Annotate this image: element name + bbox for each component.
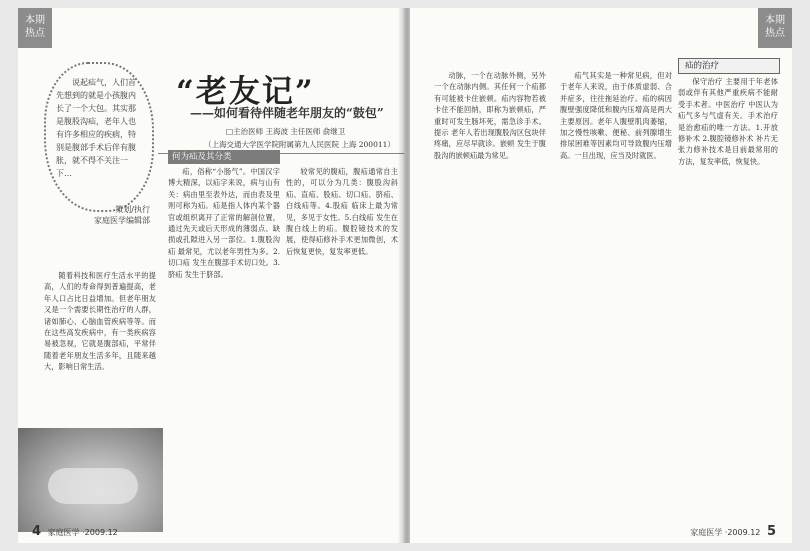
section-heading: 疝的治疗	[678, 58, 780, 74]
right-page	[410, 8, 792, 543]
left-column-1: 随着科技和医疗生活水平的提高，人们的寿命得到普遍提高，老年人口占比日益增加。但老年朋友又是一个需要长期性治疗的人群，诸如肺心、心脑血管疾病等等。而在这些高发疾病中，有一类疾病容易被忽视，它就是腹部疝，平常伴随着老年朋友生活多年，且随来越大，影响日常生活。	[44, 271, 156, 372]
author-affiliation: （上海交通大学医学院附属第九人民医院 上海 200011）	[204, 140, 395, 149]
article-subtitle: ——如何看待伴随老年朋友的“鼓包”	[190, 106, 384, 120]
right-column-2: 疝气其实是一种常见病，但对于老年人来说，由于体质虚弱、合并症多，往往拖延治疗。疝的病因 腹壁强度降低和腹内压增高是两大主要原因。老年人腹壁肌肉萎缩，加之慢性咳嗽、便秘、前列腺增生排尿困难等因素均可导致腹内压增高。一旦出现，应当及时就医。	[560, 71, 672, 160]
right-column-1: 动脉，一个在动脉外侧，另外一个在动脉内侧。其任何一个疝都有可能被卡住嵌顿。疝内容物若被卡住不能回纳，即称为嵌顿疝，严重时可发生肠坏死，需急诊手术。提示 老年人若出现腹股沟区包块伴疼痛，应尽早就诊。嵌顿 发生于腹股沟的嵌顿疝最为常见。	[434, 71, 546, 160]
left-column-3: 较常见的腹疝，腹疝通常自主性的，可以分为几类：腹股沟斜疝、直疝、股疝、切口疝、脐疝、白线疝等。4.股疝 临床上最为常见，多见于女性。5.白线疝 发生在腹白线上的疝。腹腔镜技术的发展，使得疝修补手术更加微创，术后恢复更快，复发率更低。	[286, 167, 398, 256]
footer-text: 家庭医学 ·2009.12	[690, 528, 761, 537]
quote-signature: 策划/执行 家庭医学编辑部	[94, 205, 150, 225]
intro-quote: 说起疝气，人们首先想到的就是小孩腹内长了一个大包。其实那是腹股沟疝，老年人也有许多相应的疾病，特别是腹部手术后伴有腹胀，就不得不关注一下…	[44, 62, 154, 212]
page-number: 5	[766, 524, 776, 539]
footer-text: 家庭医学 ·2009.12	[47, 528, 118, 537]
right-column-3: 保守治疗 主要用于年老体弱或伴有其他严重疾病不能耐受手术者。中医治疗 中医认为疝气多与气虚有关。手术治疗 是治愈疝的唯一方法。1.开放修补术 2.腹腔镜修补术 补片无张力修补技术是目前最常用的方法，复发率低，恢复快。	[678, 77, 778, 166]
corner-label: 本期 热点	[18, 8, 52, 48]
article-authors: □主治医师 王海波 主任医师 俞继卫	[226, 127, 346, 136]
section-heading: 何为疝及其分类	[168, 150, 280, 164]
article-title: “老友记”	[176, 74, 315, 110]
photo	[18, 428, 163, 532]
right-footer	[690, 524, 780, 539]
page-number: 4	[32, 524, 42, 539]
left-page	[18, 8, 404, 543]
corner-label: 本期 热点	[758, 8, 792, 48]
left-column-2: 疝，俗称“小肠气”。中国汉字博大精深，以疝字来说，病与山有关：病由里至表外达，而由表及里则可称为疝。疝是指人体内某个器官或组织离开了正常的解剖位置，通过先天或后天形成的薄弱点、缺损或孔隙进入另一部位。1.腹股沟疝 最常见，尤以老年男性为多。2.切口疝 发生在腹部手术切口处。3.脐疝 发生于脐部。	[168, 167, 280, 279]
hands-image	[48, 468, 138, 504]
left-footer	[28, 524, 118, 539]
